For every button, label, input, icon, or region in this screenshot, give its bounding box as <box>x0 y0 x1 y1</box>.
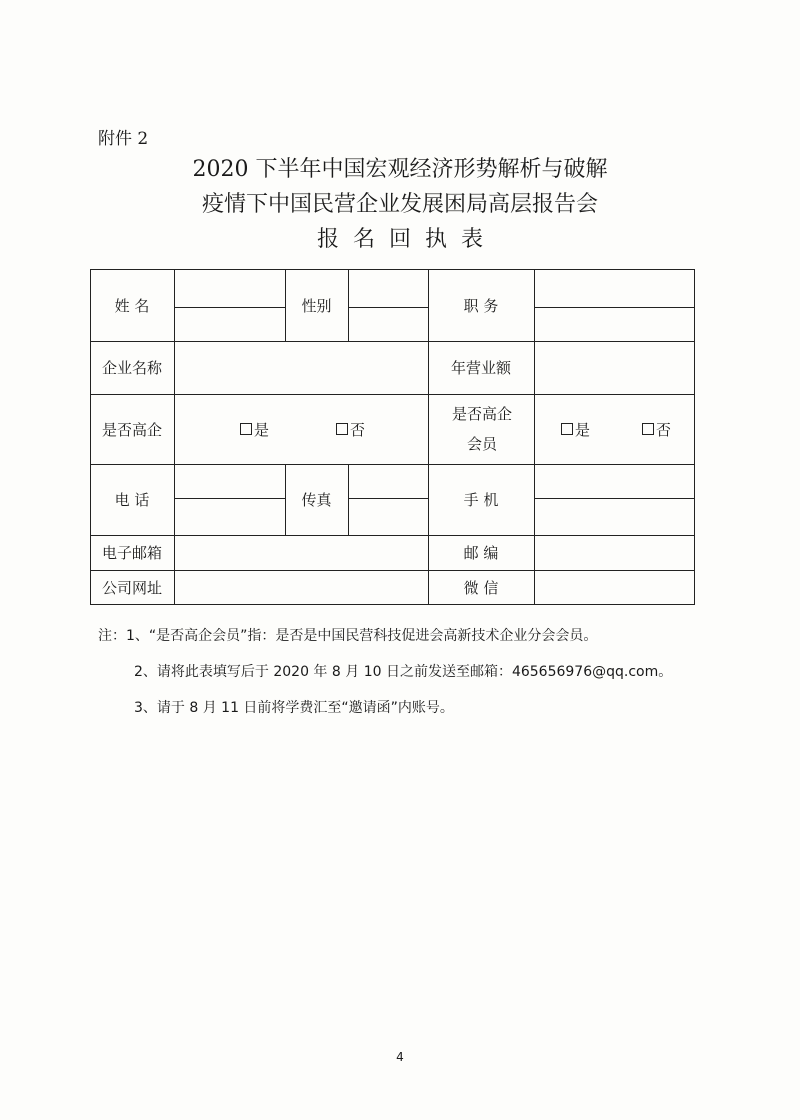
position-label: 职 务 <box>463 296 499 315</box>
phone-label: 电 话 <box>114 491 150 509</box>
hightech-yes-option[interactable] <box>240 394 269 464</box>
position-field-1[interactable] <box>535 270 694 307</box>
name-field-2[interactable] <box>175 308 285 341</box>
member-no-option[interactable] <box>642 394 671 464</box>
title-line-2: 疫情下中国民营企业发展困局高层报告会 <box>201 192 598 217</box>
revenue-field[interactable] <box>535 342 694 394</box>
no-text: 否 <box>350 420 366 439</box>
checkbox-icon[interactable] <box>240 423 252 435</box>
hightech-no-option[interactable] <box>336 394 365 464</box>
mobile-label: 手 机 <box>463 491 499 509</box>
no-text: 否 <box>656 420 672 439</box>
phone-field-2[interactable] <box>175 499 285 535</box>
postcode-field[interactable] <box>535 536 694 570</box>
member-yes-option[interactable] <box>561 394 590 464</box>
registration-form <box>90 269 695 605</box>
postcode-label: 邮 编 <box>463 544 499 562</box>
note-2: 2、请将此表填写后于 2020 年 8 月 10 日之前发送至邮箱：465656976@qq.com。 <box>134 664 673 680</box>
notes-section <box>98 618 672 726</box>
wechat-field[interactable] <box>535 571 694 604</box>
company-field[interactable] <box>175 342 428 394</box>
email-label: 电子邮箱 <box>101 544 162 562</box>
title-line-1: 2020 下半年中国宏观经济形势解析与破解 <box>192 157 608 182</box>
gender-field-2[interactable] <box>349 308 428 341</box>
page-number: 4 <box>396 1050 404 1064</box>
attachment-label: 附件 2 <box>98 129 149 149</box>
phone-field-1[interactable] <box>175 465 285 498</box>
revenue-label: 年营业额 <box>450 359 511 377</box>
position-field-2[interactable] <box>535 308 694 341</box>
note-3: 3、请于 8 月 11 日前将学费汇至“邀请函”内账号。 <box>134 700 454 716</box>
mobile-field-1[interactable] <box>535 465 694 498</box>
hightech-label: 是否高企 <box>101 420 162 439</box>
note-1: 注：1、“是否高企会员”指：是否是中国民营科技促进会高新技术企业分会会员。 <box>98 628 598 644</box>
checkbox-icon[interactable] <box>561 423 573 435</box>
name-label: 姓 名 <box>114 296 150 315</box>
form-title: 报名回执表 <box>316 227 497 252</box>
fax-label: 传真 <box>301 491 332 509</box>
yes-text: 是 <box>254 420 270 439</box>
name-field-1[interactable] <box>175 270 285 307</box>
checkbox-icon[interactable] <box>642 423 654 435</box>
gender-label: 性别 <box>301 296 332 315</box>
website-label: 公司网址 <box>101 578 162 597</box>
email-field[interactable] <box>175 536 428 570</box>
mobile-field-2[interactable] <box>535 499 694 535</box>
website-field[interactable] <box>175 571 428 604</box>
yes-text: 是 <box>575 420 591 439</box>
fax-field-1[interactable] <box>349 465 428 498</box>
company-label: 企业名称 <box>101 359 162 377</box>
wechat-label: 微 信 <box>463 578 499 597</box>
member-label: 是否高企会员 <box>451 405 512 453</box>
gender-field-1[interactable] <box>349 270 428 307</box>
fax-field-2[interactable] <box>349 499 428 535</box>
checkbox-icon[interactable] <box>336 423 348 435</box>
